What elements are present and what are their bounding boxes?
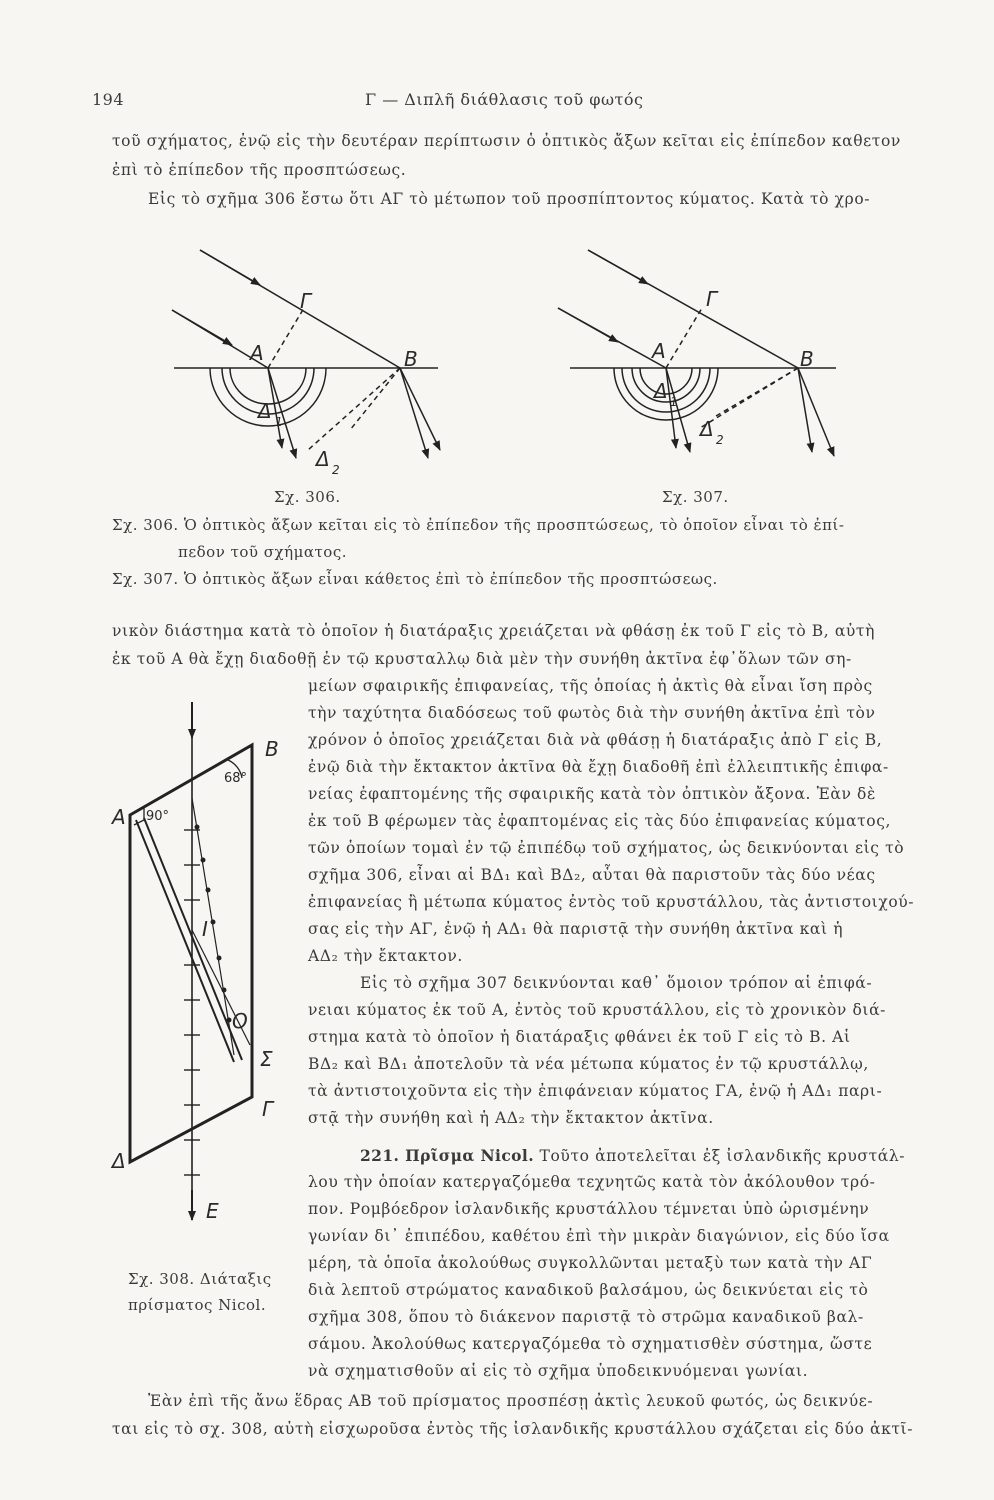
caption-line: πεδον τοῦ σχήματος.	[178, 543, 347, 561]
text-line: μείων σφαιρικῆς ἐπιφανείας, τῆς ὁποίας ἡ ἀκτὶς θὰ εἶναι ἴση πρὸς	[308, 677, 873, 695]
label-d2: Δ	[700, 417, 714, 441]
text-line: ΒΔ₂ καὶ ΒΔ₁ ἀποτελοῦν τὰ νέα μέτωπα κύματος ἐν τῷ κρυστάλλῳ,	[308, 1055, 869, 1073]
figure-306	[172, 250, 440, 458]
label-i: Ι	[202, 917, 208, 941]
text-line: χρόνον ὁ ὁποῖος χρειάζεται διὰ νὰ φθάσῃ ἡ διατάραξις ἀπὸ Γ εἰς Β,	[308, 731, 883, 749]
text-line: λου τὴν ὁποίαν κατεργαζόμεθα τεχνητῶς κατὰ τὸν ἀκόλουθον τρό-	[308, 1173, 876, 1191]
text-line: ται εἰς τὸ σχ. 308, αὐτὴ εἰσχωροῦσα ἐντὸς τῆς ἰσλανδικῆς κρυστάλλου σχάζεται εἰς δύο ἀκτῖ-	[112, 1420, 914, 1438]
figure-308-caption-2: πρίσματος Nicol.	[128, 1296, 267, 1314]
text-line: στημα κατὰ τὸ ὁποῖον ἡ διατάραξις φθάνει ἐκ τοῦ Γ εἰς τὸ Β. Αἱ	[308, 1028, 851, 1046]
label-g: Γ	[262, 1097, 274, 1121]
text-line: τῶν ὁποίων τομαὶ ἐν τῷ ἐπιπέδῳ τοῦ σχήματος, ὡς δεικνύονται εἰς τὸ	[308, 839, 905, 857]
label-d: Δ	[112, 1149, 126, 1173]
text-line: Ἐὰν ἐπὶ τῆς ἄνω ἕδρας ΑΒ τοῦ πρίσματος προσπέσῃ ἀκτὶς λευκοῦ φωτός, ὡς δεικνύε-	[148, 1392, 874, 1410]
text-line: γωνίαν δι᾽ ἐπιπέδου, καθέτου ἐπὶ τὴν μικρὰν διαγώνιον, εἰς δύο ἴσα	[308, 1227, 890, 1245]
label-d2: Δ	[316, 447, 330, 471]
text-line: τὴν ταχύτητα διαδόσεως τοῦ φωτὸς διὰ τὴν συνήθη ἀκτῖνα ἐπὶ τὸν	[308, 704, 876, 722]
text-line: σας εἰς τὴν ΑΓ, ἐνῷ ἡ ΑΔ₁ θὰ παριστᾷ τὴν συνήθη ἀκτῖνα καὶ ἡ	[308, 920, 844, 938]
label-b: Β	[404, 347, 418, 371]
label-d1: Δ	[258, 399, 272, 423]
label-e: Ε	[206, 1199, 219, 1223]
label-d1: Δ	[654, 379, 668, 403]
text-line: ἐπιφανείας ἢ μέτωπα κύματος ἐντὸς τοῦ κρυστάλλου, τὰς ἀντιστοιχού-	[308, 893, 915, 911]
figure-307-caption: Σχ. 307.	[662, 488, 729, 506]
text-line: ἐκ τοῦ Β φέρωμεν τὰς ἐφαπτομένας εἰς τὰς δύο ἐπιφανείας κύματος,	[308, 812, 892, 830]
figures-306-307	[0, 220, 994, 520]
caption-line: Σχ. 306. Ὁ ὀπτικὸς ἄξων κεῖται εἰς τὸ ἐπίπεδον τῆς προσπτώσεως, τὸ ὁποῖον εἶναι τὸ ἐπί-	[112, 516, 845, 534]
page-number: 194	[92, 90, 125, 109]
text-line: νείας ἐφαπτομένης τῆς σφαιρικῆς κατὰ τὸν ὀπτικὸν ἄξονα. Ἐὰν δὲ	[308, 785, 876, 803]
section-first-line-rest: Τοῦτο ἀποτελεῖται ἐξ ἰσλανδικῆς κρυστάλ-	[539, 1147, 906, 1165]
figure-308-caption-1: Σχ. 308. Διάταξις	[128, 1270, 272, 1288]
text-line: σχῆμα 306, εἶναι αἱ ΒΔ₁ καὶ ΒΔ₂, αὗται θὰ παριστοῦν τὰς δύο νέας	[308, 866, 876, 884]
label-a: Α	[652, 339, 666, 363]
text-line: ἐκ τοῦ Α θὰ ἔχῃ διαδοθῇ ἐν τῷ κρυσταλλῳ διὰ μὲν τὴν συνήθη ἀκτῖνα ἐφ᾽ὅλων τῶν ση-	[112, 650, 852, 668]
running-title: Γ — Διπλῆ διάθλασις τοῦ φωτός	[365, 90, 644, 109]
label-a: Α	[112, 805, 126, 829]
text-line: διὰ λεπτοῦ στρώματος καναδικοῦ βαλσάμου, ὡς δεικνύεται εἰς τὸ	[308, 1281, 869, 1299]
text-line: τὰ ἀντιστοιχοῦντα εἰς τὴν ἐπιφάνειαν κύματος ΓΑ, ἐνῷ ἡ ΑΔ₁ παρι-	[308, 1082, 883, 1100]
text-line: τοῦ σχήματος, ἐνῷ εἰς τὴν δευτέραν περίπτωσιν ὁ ὀπτικὸς ἄξων κεῖται εἰς ἐπίπεδον καθετον	[112, 132, 901, 150]
label-gamma: Γ	[300, 289, 312, 313]
label-s: Σ	[260, 1047, 273, 1071]
text-line: ΑΔ₂ τὴν ἔκτακτον.	[308, 947, 463, 965]
text-line: μέρη, τὰ ὁποῖα ἀκολούθως συγκολλῶνται μεταξὺ των κατὰ τὴν ΑΓ	[308, 1254, 873, 1272]
label-d2-sub: 2	[716, 433, 724, 447]
figure-306-caption: Σχ. 306.	[274, 488, 341, 506]
label-d1-sub: 1	[275, 415, 283, 429]
text-line: νικὸν διάστημα κατὰ τὸ ὁποῖον ἡ διατάραξις χρειάζεται νὰ φθάσῃ ἐκ τοῦ Γ εἰς τὸ Β, αὐτὴ	[112, 622, 875, 640]
angle-90-label: 90°	[146, 809, 170, 824]
text-line: Εἰς τὸ σχῆμα 307 δεικνύονται καθ᾽ ὅμοιον τρόπον αἱ ἐπιφά-	[360, 974, 873, 992]
text-line: ἐνῷ διὰ τὴν ἔκτακτον ἀκτῖνα θὰ ἔχῃ διαδοθῆ ἐπὶ ἐλλειπτικῆς ἐπιφα-	[308, 758, 889, 776]
angle-68-label: 68°	[224, 771, 248, 786]
label-b: Β	[800, 347, 814, 371]
figure-307	[558, 250, 836, 456]
section-first-line	[360, 1146, 905, 1165]
label-b: Β	[265, 737, 279, 761]
label-gamma: Γ	[706, 287, 718, 311]
text-line: στᾷ τὴν συνήθη καὶ ἡ ΑΔ₂ τὴν ἔκτακτον ἀκτῖνα.	[308, 1109, 714, 1127]
caption-line: Σχ. 307. Ὁ ὀπτικὸς ἄξων εἶναι κάθετος ἐπὶ τὸ ἐπίπεδον τῆς προσπτώσεως.	[112, 570, 718, 588]
text-line: πον. Ρομβόεδρον ἰσλανδικῆς κρυστάλλου τέμνεται ὑπὸ ὡρισμένην	[308, 1200, 870, 1218]
text-line: σάμου. Ἀκολούθως κατεργαζόμεθα τὸ σχηματισθὲν σύστημα, ὥστε	[308, 1335, 873, 1353]
label-d1-sub: 1	[670, 395, 678, 409]
label-d2-sub: 2	[332, 463, 340, 477]
label-o: Ο	[232, 1009, 248, 1033]
text-line: σχῆμα 308, ὅπου τὸ διάκενον παριστᾷ τὸ στρῶμα καναδικοῦ βαλ-	[308, 1308, 864, 1326]
text-line: ἐπὶ τὸ ἐπίπεδον τῆς προσπτώσεως.	[112, 161, 407, 179]
text-line: Εἰς τὸ σχῆμα 306 ἔστω ὅτι ΑΓ τὸ μέτωπον τοῦ προσπίπτοντος κύματος. Κατὰ τὸ χρο-	[148, 190, 871, 208]
text-line: νειαι κύματος ἐκ τοῦ Α, ἐντὸς τοῦ κρυστάλλου, εἰς τὸ χρονικὸν διά-	[308, 1001, 886, 1019]
section-heading: 221. Πρῖσμα Nicol.	[360, 1146, 535, 1165]
figure-308	[110, 690, 310, 1240]
text-line: νὰ σχηματισθοῦν αἱ εἰς τὸ σχῆμα ὑποδεικνυόμεναι γωνίαι.	[308, 1362, 809, 1380]
label-a: Α	[250, 341, 264, 365]
